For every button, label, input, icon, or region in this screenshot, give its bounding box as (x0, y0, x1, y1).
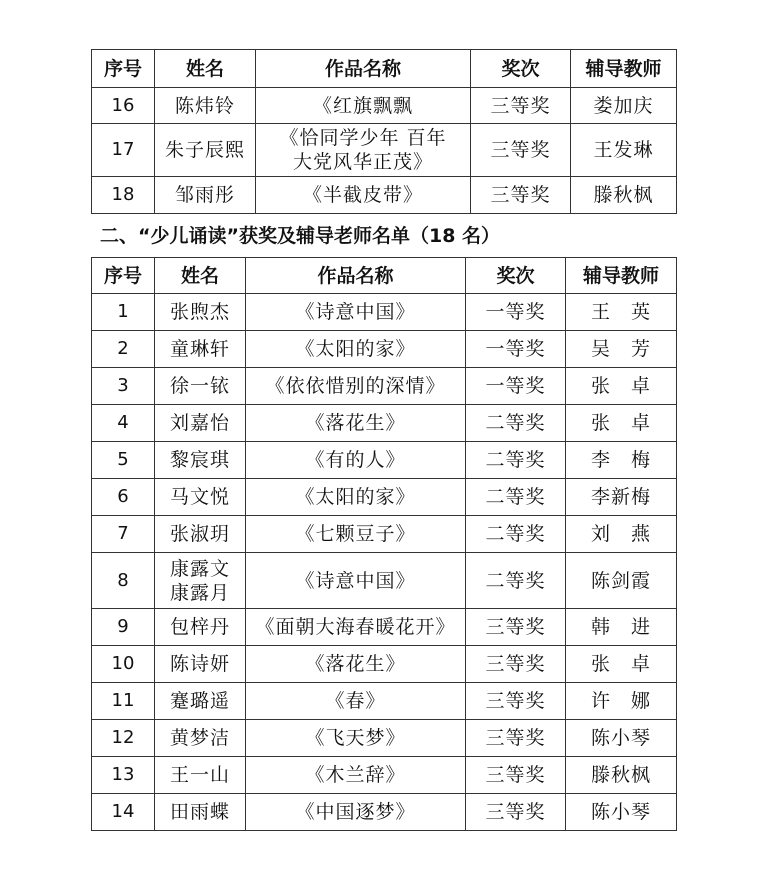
cell-teacher: 韩 进 (566, 609, 677, 646)
cell-work: 《半截皮带》 (256, 177, 471, 214)
cell-award: 二等奖 (466, 516, 566, 553)
table-row (92, 405, 677, 442)
cell-award: 一等奖 (466, 331, 566, 368)
cell-seq: 4 (92, 405, 155, 442)
cell-award: 三等奖 (466, 646, 566, 683)
cell-name: 张煦杰 (155, 294, 246, 331)
cell-name: 黄梦洁 (155, 720, 246, 757)
table-header-row (92, 50, 677, 88)
header-teacher: 辅导教师 (566, 258, 677, 294)
cell-award: 三等奖 (466, 609, 566, 646)
cell-name: 王一山 (155, 757, 246, 794)
cell-name: 童琳轩 (155, 331, 246, 368)
table-row (92, 683, 677, 720)
cell-teacher: 李新梅 (566, 479, 677, 516)
header-name: 姓名 (155, 258, 246, 294)
cell-award: 二等奖 (466, 442, 566, 479)
table-row (92, 124, 677, 177)
cell-teacher: 娄加庆 (571, 88, 677, 124)
cell-seq: 3 (92, 368, 155, 405)
cell-teacher: 吴 芳 (566, 331, 677, 368)
section-heading: 二、“少儿诵读”获奖及辅导老师名单（18 名） (100, 225, 501, 247)
cell-award: 二等奖 (466, 405, 566, 442)
header-work: 作品名称 (256, 50, 471, 88)
cell-name: 田雨蝶 (155, 794, 246, 831)
cell-name: 马文悦 (155, 479, 246, 516)
table-row (92, 516, 677, 553)
cell-seq: 8 (92, 553, 155, 609)
cell-work: 《红旗飘飘 (256, 88, 471, 124)
cell-award: 三等奖 (466, 757, 566, 794)
cell-name: 蹇璐遥 (155, 683, 246, 720)
table-row (92, 88, 677, 124)
cell-award: 一等奖 (466, 368, 566, 405)
cell-name: 刘嘉怡 (155, 405, 246, 442)
cell-seq: 5 (92, 442, 155, 479)
cell-award: 三等奖 (466, 720, 566, 757)
cell-work: 《面朝大海春暖花开》 (246, 609, 466, 646)
cell-seq: 14 (92, 794, 155, 831)
cell-work: 《七颗豆子》 (246, 516, 466, 553)
cell-seq: 9 (92, 609, 155, 646)
cell-teacher: 刘 燕 (566, 516, 677, 553)
cell-work: 《木兰辞》 (246, 757, 466, 794)
cell-teacher: 王发琳 (571, 124, 677, 177)
header-award: 奖次 (471, 50, 571, 88)
cell-seq: 10 (92, 646, 155, 683)
cell-work: 《落花生》 (246, 405, 466, 442)
cell-seq: 1 (92, 294, 155, 331)
cell-work: 《有的人》 (246, 442, 466, 479)
cell-teacher: 张 卓 (566, 405, 677, 442)
cell-work: 《落花生》 (246, 646, 466, 683)
cell-work: 《恰同学少年 百年大党风华正茂》 (256, 124, 471, 177)
cell-work: 《太阳的家》 (246, 479, 466, 516)
cell-seq: 12 (92, 720, 155, 757)
table-row (92, 442, 677, 479)
cell-award: 三等奖 (471, 124, 571, 177)
cell-name: 邹雨彤 (155, 177, 256, 214)
cell-award: 三等奖 (466, 683, 566, 720)
header-teacher: 辅导教师 (571, 50, 677, 88)
cell-seq: 17 (92, 124, 155, 177)
cell-name: 包梓丹 (155, 609, 246, 646)
cell-work: 《中国逐梦》 (246, 794, 466, 831)
cell-work: 《飞天梦》 (246, 720, 466, 757)
cell-seq: 18 (92, 177, 155, 214)
table-row (92, 720, 677, 757)
cell-seq: 13 (92, 757, 155, 794)
table-header-row (92, 258, 677, 294)
cell-work: 《太阳的家》 (246, 331, 466, 368)
table-row (92, 479, 677, 516)
table-row (92, 177, 677, 214)
cell-teacher: 许 娜 (566, 683, 677, 720)
cell-award: 三等奖 (471, 88, 571, 124)
cell-name: 黎宸琪 (155, 442, 246, 479)
cell-seq: 2 (92, 331, 155, 368)
table-row (92, 553, 677, 609)
cell-award: 三等奖 (466, 794, 566, 831)
cell-work: 《依依惜别的深情》 (246, 368, 466, 405)
cell-award: 一等奖 (466, 294, 566, 331)
cell-seq: 16 (92, 88, 155, 124)
cell-seq: 7 (92, 516, 155, 553)
header-seq: 序号 (92, 258, 155, 294)
cell-award: 二等奖 (466, 479, 566, 516)
cell-name: 朱子辰熙 (155, 124, 256, 177)
award-table-2 (91, 257, 677, 831)
cell-teacher: 王 英 (566, 294, 677, 331)
cell-teacher: 张 卓 (566, 368, 677, 405)
table-row (92, 368, 677, 405)
award-table-1 (91, 49, 677, 214)
cell-teacher: 张 卓 (566, 646, 677, 683)
table-row (92, 294, 677, 331)
header-name: 姓名 (155, 50, 256, 88)
header-seq: 序号 (92, 50, 155, 88)
header-award: 奖次 (466, 258, 566, 294)
cell-teacher: 陈小琴 (566, 794, 677, 831)
table-row (92, 609, 677, 646)
cell-name: 陈炜铃 (155, 88, 256, 124)
cell-name: 张淑玥 (155, 516, 246, 553)
cell-teacher: 滕秋枫 (571, 177, 677, 214)
cell-teacher: 滕秋枫 (566, 757, 677, 794)
header-work: 作品名称 (246, 258, 466, 294)
cell-seq: 6 (92, 479, 155, 516)
table-row (92, 331, 677, 368)
cell-work: 《诗意中国》 (246, 553, 466, 609)
table-row (92, 757, 677, 794)
cell-teacher: 陈小琴 (566, 720, 677, 757)
cell-name: 陈诗妍 (155, 646, 246, 683)
cell-teacher: 陈剑霞 (566, 553, 677, 609)
cell-award: 三等奖 (471, 177, 571, 214)
table-row (92, 646, 677, 683)
cell-work: 《诗意中国》 (246, 294, 466, 331)
cell-work: 《春》 (246, 683, 466, 720)
cell-award: 二等奖 (466, 553, 566, 609)
cell-seq: 11 (92, 683, 155, 720)
cell-name: 康露文 康露月 (155, 553, 246, 609)
cell-teacher: 李 梅 (566, 442, 677, 479)
cell-name: 徐一铱 (155, 368, 246, 405)
table-row (92, 794, 677, 831)
